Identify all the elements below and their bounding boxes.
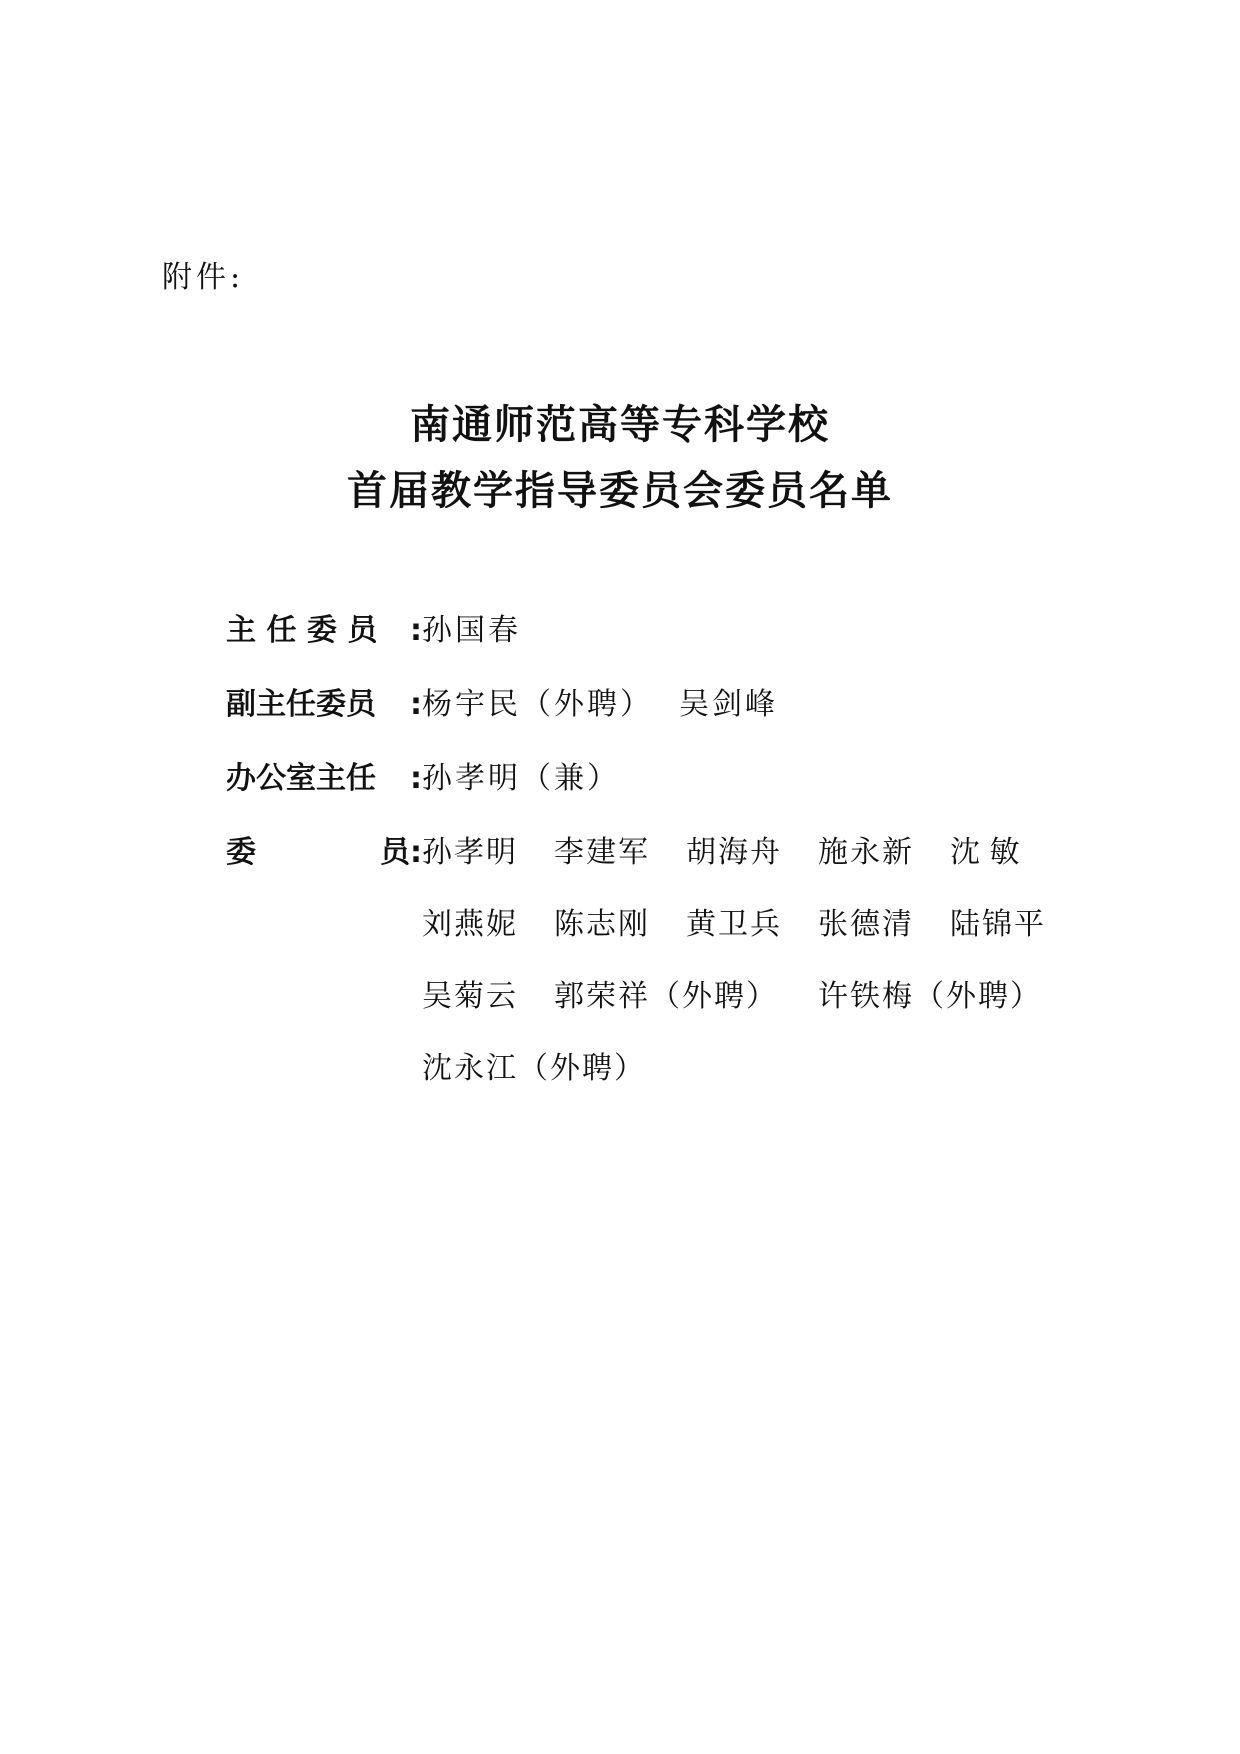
member-name: 许铁梅（外聘） xyxy=(818,979,1042,1014)
member-name: 张德清 xyxy=(818,907,914,942)
role-colon: : xyxy=(410,687,422,722)
roster-row-members xyxy=(226,832,1106,1090)
role-colon: : xyxy=(410,835,422,870)
role-text-vice-director: 副主任委员 xyxy=(226,687,376,722)
member-name: 孙孝明 xyxy=(422,835,518,870)
roster-row-vice-director xyxy=(226,684,1106,726)
names-director xyxy=(422,610,1106,652)
role-char-last: 员 xyxy=(380,835,410,870)
role-colon: : xyxy=(410,761,422,796)
committee-roster xyxy=(226,610,1106,1122)
member-name: 杨宇民（外聘） xyxy=(422,687,653,722)
role-label-vice-director xyxy=(226,684,422,726)
member-name: 陆锦平 xyxy=(950,907,1046,942)
names-vice-director xyxy=(422,684,1106,726)
member-name: 施永新 xyxy=(818,835,914,870)
member-name: 陈志刚 xyxy=(554,907,650,942)
member-name: 吴菊云 xyxy=(422,979,518,1014)
role-char-first: 委 xyxy=(226,835,256,870)
names-office-director xyxy=(422,758,1106,800)
members-grid xyxy=(422,832,1106,1090)
role-text-office-director: 办公室主任 xyxy=(226,761,376,796)
document-title-line-1: 南通师范高等专科学校 xyxy=(410,402,830,448)
member-name: 郭荣祥（外聘） xyxy=(554,979,778,1014)
roster-row-office-director xyxy=(226,758,1106,800)
member-name: 李建军 xyxy=(554,835,650,870)
role-label-director xyxy=(226,610,422,652)
member-name: 沈永江（外聘） xyxy=(422,1051,646,1086)
role-text-members xyxy=(226,832,410,874)
member-name: 刘燕妮 xyxy=(422,907,518,942)
member-name: 孙国春 xyxy=(422,613,521,648)
attachment-label: 附件: xyxy=(162,260,245,295)
roster-row-director xyxy=(226,610,1106,652)
member-name: 吴剑峰 xyxy=(679,687,778,722)
role-label-office-director xyxy=(226,758,422,800)
role-colon: : xyxy=(410,613,422,648)
role-label-members xyxy=(226,832,422,874)
member-name: 黄卫兵 xyxy=(686,907,782,942)
member-name: 沈 敏 xyxy=(950,835,1020,870)
member-name: 胡海舟 xyxy=(686,835,782,870)
member-name: 孙孝明（兼） xyxy=(422,761,620,796)
document-title-line-2: 首届教学指导委员会委员名单 xyxy=(347,468,893,514)
role-text-director: 主 任 委 员 xyxy=(226,613,378,648)
names-members xyxy=(422,832,1106,1090)
